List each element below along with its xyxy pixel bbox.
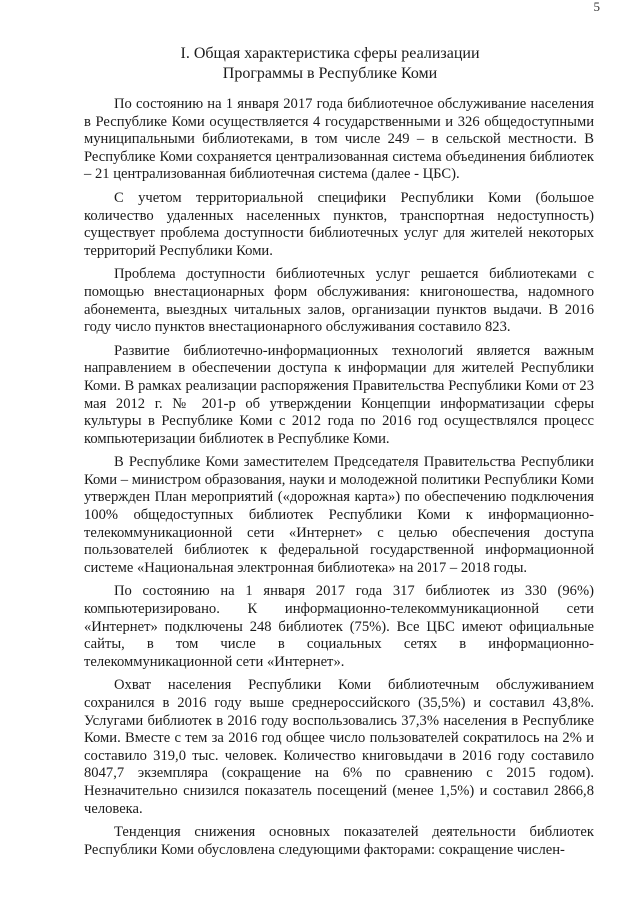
paragraph-roadmap: В Республике Коми заместителем Председателя Правительства Республики Коми – министром образования, науки и молодежной политики Республики Коми утвержден План мероприятий («дорожная карта») по обеспечению подключения 100% общедоступных библиотек Республики Коми к информационно-телекоммуникационной сети «Интернет» с целью обеспечения доступа пользователей библиотек к федеральной государственной информационной системе «Национальная электронная библиотека» на 2017 – 2018 годы. [84, 454, 594, 576]
paragraph-decline-factors: Тенденция снижения основных показателей деятельности библиотек Республики Коми обусловлена следующими факторами: сокращение числен- [84, 824, 594, 858]
paragraph-library-service: По состоянию на 1 января 2017 года библиотечное обслуживание населения в Республике Коми осуществляется 4 государственными и 326 общедоступными муниципальными библиотеками, в том числе 249 – в сельской местности. В Республике Коми сохраняется централизованная система объединения библиотек – 21 централизованная библиотечная система (далее - ЦБС). [84, 96, 594, 183]
paragraph-computerization: По состоянию на 1 января 2017 года 317 библиотек из 330 (96%) компьютеризировано. К информационно-телекоммуникационной сети «Интернет» подключены 248 библиотек (75%). Все ЦБС имеют официальные сайты, в том числе в социальных сетях в информационно-телекоммуникационной сети «Интернет». [84, 583, 594, 670]
section-heading-line-2: Программы в Республике Коми [222, 65, 438, 82]
paragraph-information-technologies: Развитие библиотечно-информационных технологий является важным направлением в обеспечении доступа к информации для жителей Республики Коми. В рамках реализации распоряжения Правительства Республики Коми от 23 мая 2012 г. № 201-р об утверждении Концепции информатизации сферы культуры в Республике Коми с 2012 года по 2016 год осуществлялся процесс компьютеризации библиотек в Республике Коми. [84, 342, 594, 447]
page-number: 5 [593, 0, 600, 14]
body-text [84, 96, 594, 863]
paragraph-territorial-specifics: С учетом территориальной специфики Республики Коми (большое количество удаленных населенных пунктов, транспортная недоступность) существует проблема доступности библиотечных услуг для жителей некоторых территорий Республики Коми. [84, 189, 594, 259]
section-heading-line-1: I. Общая характеристика сферы реализации [180, 45, 480, 62]
paragraph-access-problem: Проблема доступности библиотечных услуг решается библиотеками с помощью внестационарных форм обслуживания: книгоношества, надомного абонемента, выездных читальных залов, организации пунктов выдачи. В 2016 году число пунктов внестационарного обслуживания составило 823. [84, 266, 594, 336]
section-heading [80, 44, 580, 84]
paragraph-coverage: Охват населения Республики Коми библиотечным обслуживанием сохранился в 2016 году выше среднероссийского (35,5%) и составил 43,8%. Услугами библиотек в 2016 году воспользовались 37,3% населения в Республике Коми. Вместе с тем за 2016 год общее число пользователей сократилось на 2% и составило 319,0 тыс. человек. Количество книговыдачи в 2016 году составило 8047,7 экземпляра (сокращение на 6% по сравнению с 2015 годом). Незначительно снизился показатель посещений (менее 1,5%) и составил 2866,8 человека. [84, 677, 594, 817]
